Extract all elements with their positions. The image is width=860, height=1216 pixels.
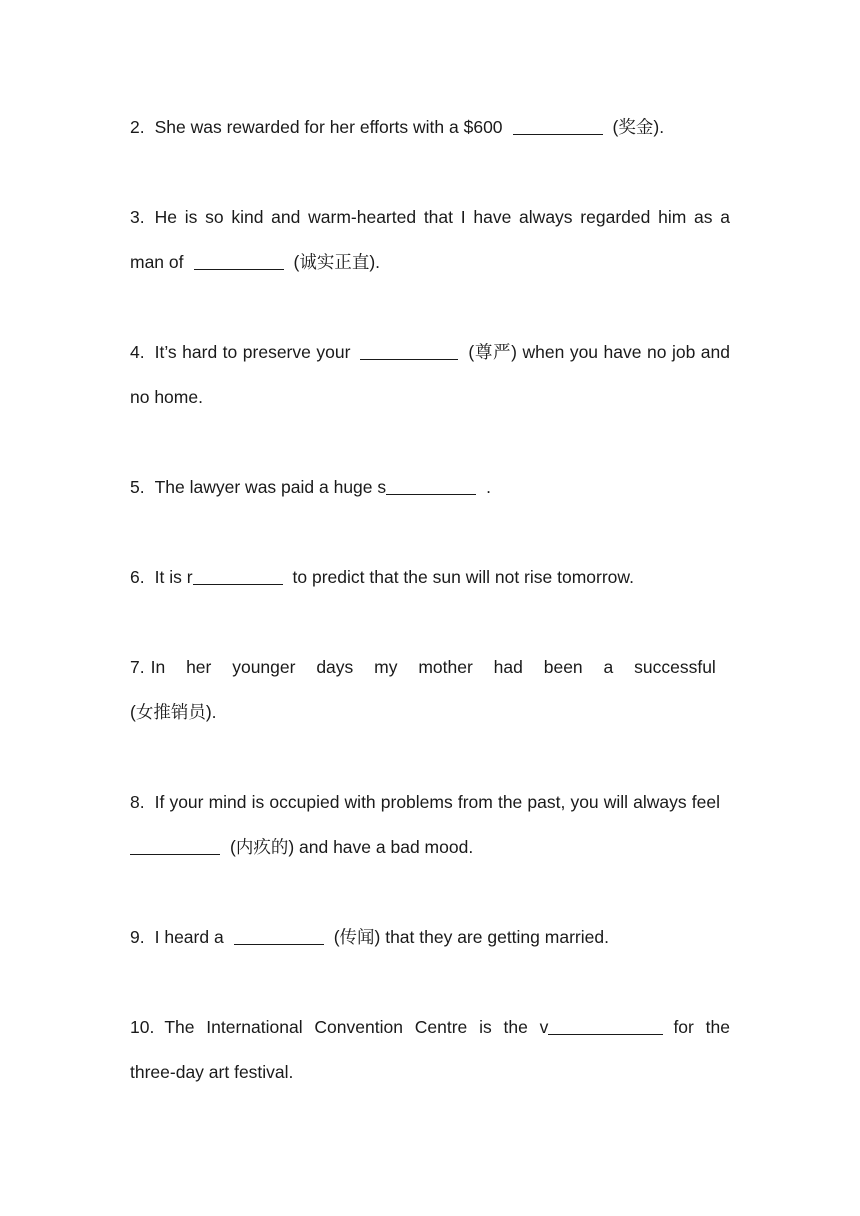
question-8 xyxy=(130,780,730,870)
question-3 xyxy=(130,195,730,285)
question-number: 6. xyxy=(130,567,145,587)
question-text-after: (尊严) when you have no job and no home. xyxy=(130,342,730,407)
question-text-before: I heard a xyxy=(154,927,224,947)
question-text-before: The lawyer was paid a huge s xyxy=(154,477,387,497)
question-text-after: . xyxy=(486,477,492,497)
question-number: 3. xyxy=(130,207,145,227)
question-5 xyxy=(130,465,730,510)
question-text-after: for the three-day art festival. xyxy=(130,1017,730,1082)
question-text-before: He is so kind and warm-hearted that I have always regarded him as a man of xyxy=(130,207,730,272)
question-text-before: It’s hard to preserve your xyxy=(154,342,351,362)
question-10 xyxy=(130,1005,730,1095)
answer-blank[interactable] xyxy=(386,477,476,496)
question-number: 8. xyxy=(130,792,145,812)
question-6 xyxy=(130,555,730,600)
question-number: 10. xyxy=(130,1017,155,1037)
question-text-after: (奖金). xyxy=(612,117,665,137)
answer-blank[interactable] xyxy=(234,927,324,946)
answer-blank[interactable] xyxy=(193,567,283,586)
question-number: 4. xyxy=(130,342,145,362)
answer-blank[interactable] xyxy=(130,837,220,856)
question-text-before: It is r xyxy=(154,567,193,587)
question-number: 9. xyxy=(130,927,145,947)
question-7 xyxy=(130,645,730,735)
question-text-before: In her younger days my mother had been a successful xyxy=(150,657,716,677)
question-9 xyxy=(130,915,730,960)
question-text-after: (内疚的) and have a bad mood. xyxy=(230,837,474,857)
question-text-after: (传闻) that they are getting married. xyxy=(333,927,609,947)
question-text-before: She was rewarded for her efforts with a $600 xyxy=(154,117,503,137)
answer-blank[interactable] xyxy=(513,117,603,136)
question-number: 5. xyxy=(130,477,145,497)
question-number: 2. xyxy=(130,117,145,137)
answer-blank[interactable] xyxy=(548,1017,663,1036)
answer-blank[interactable] xyxy=(194,252,284,271)
question-text-after: (女推销员). xyxy=(130,702,217,722)
question-2 xyxy=(130,105,730,150)
question-text-before: If your mind is occupied with problems from the past, you will always feel xyxy=(154,792,720,812)
question-text-after: (诚实正直). xyxy=(293,252,381,272)
question-number: 7. xyxy=(130,657,145,677)
question-4 xyxy=(130,330,730,420)
question-text-after: to predict that the sun will not rise tomorrow. xyxy=(292,567,634,587)
question-text-before: The International Convention Centre is the v xyxy=(164,1017,549,1037)
answer-blank[interactable] xyxy=(360,342,458,361)
